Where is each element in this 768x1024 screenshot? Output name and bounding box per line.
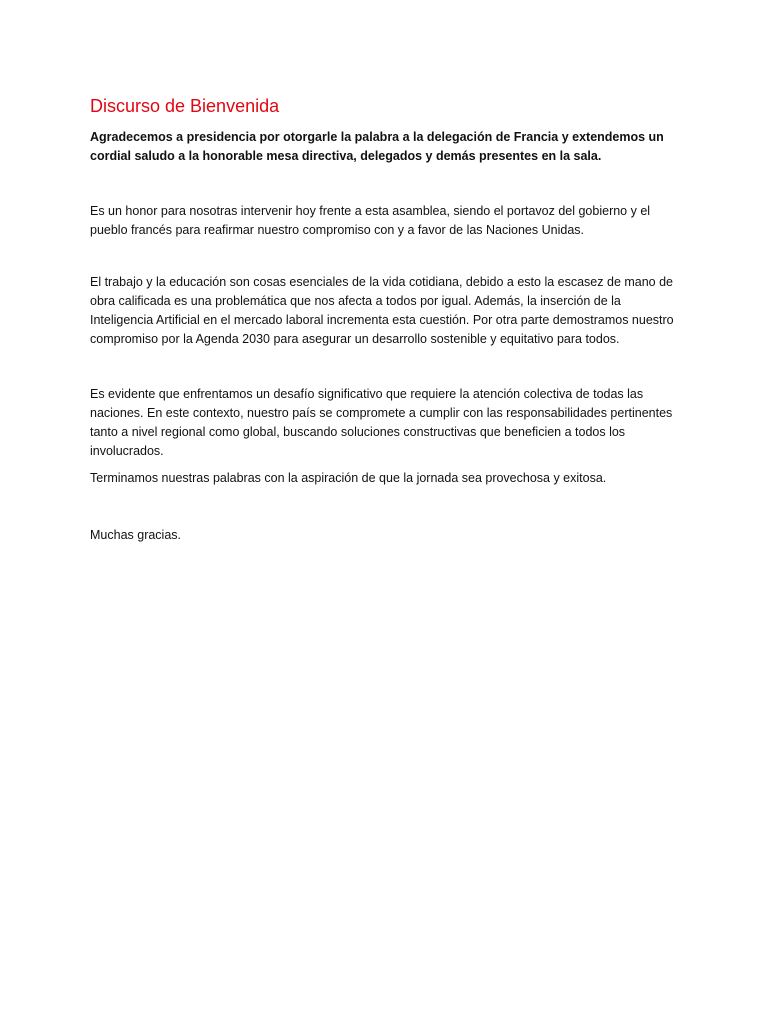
paragraph-thanks: Muchas gracias. <box>90 528 182 542</box>
paragraph-greeting: Agradecemos a presidencia por otorgarle la palabra a la delegación de Francia y extendemos un cordial saludo a la honorable mesa directiva, delegados y demás presentes en la sala. <box>90 130 664 163</box>
document-title: Discurso de Bienvenida <box>90 96 280 116</box>
paragraph-work-education: El trabajo y la educación son cosas esenciales de la vida cotidiana, debido a esto la escasez de mano de obra calificada es una problemática que nos afecta a todos por igual. Además, la inserción de la Inteligencia Artificial en el mercado laboral incrementa esta cuestión. Por otra parte demostramos nuestro compromiso por la Agenda 2030 para asegurar un desarrollo sostenible y equitativo para todos. <box>90 275 674 346</box>
paragraph-challenge: Es evidente que enfrentamos un desafío significativo que requiere la atención colectiva de todas las naciones. En este contexto, nuestro país se compromete a cumplir con las responsabilidades pertinentes tanto a nivel regional como global, buscando soluciones constructivas que beneficien a todos los involucrados. <box>90 387 673 458</box>
document-body <box>90 94 680 545</box>
paragraph-honor: Es un honor para nosotras intervenir hoy frente a esta asamblea, siendo el portavoz del gobierno y el pueblo francés para reafirmar nuestro compromiso con y a favor de las Naciones Unidas. <box>90 204 651 237</box>
paragraph-closing: Terminamos nuestras palabras con la aspiración de que la jornada sea provechosa y exitosa. <box>90 471 607 485</box>
